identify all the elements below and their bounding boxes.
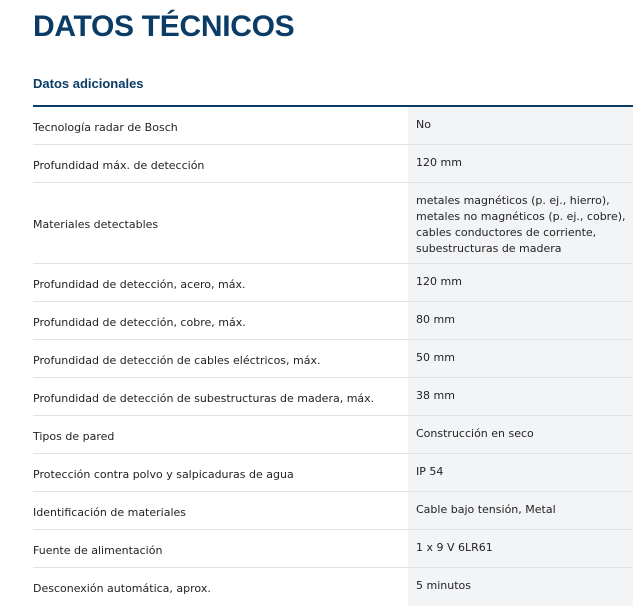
spec-row — [33, 340, 633, 378]
page-title: DATOS TÉCNICOS — [33, 10, 295, 43]
spec-value: Construcción en seco — [408, 416, 633, 453]
spec-value-line: subestructuras de madera — [416, 242, 562, 255]
spec-label: Protección contra polvo y salpicaduras de agua — [33, 467, 294, 481]
spec-value: No — [408, 107, 633, 144]
spec-value — [408, 183, 633, 263]
spec-value: 120 mm — [408, 145, 633, 182]
spec-row — [33, 107, 633, 145]
spec-table — [33, 107, 633, 606]
spec-label: Profundidad de detección, cobre, máx. — [33, 315, 246, 329]
spec-value: 50 mm — [408, 340, 633, 377]
spec-value-line: metales no magnéticos (p. ej., cobre), — [416, 210, 626, 223]
section-title: Datos adicionales — [33, 76, 144, 91]
spec-value: 120 mm — [408, 264, 633, 301]
spec-label: Materiales detectables — [33, 218, 159, 231]
spec-label: Tecnología radar de Bosch — [33, 120, 178, 134]
spec-value: 1 x 9 V 6LR61 — [408, 530, 633, 567]
spec-value: 80 mm — [408, 302, 633, 339]
spec-value-line: metales magnéticos (p. ej., hierro), — [416, 194, 610, 207]
spec-value-line: cables conductores de corriente, — [416, 226, 597, 239]
spec-label: Profundidad de detección de subestructuras de madera, máx. — [33, 391, 375, 405]
spec-row — [33, 454, 633, 492]
spec-row — [33, 568, 633, 606]
spec-value: 5 minutos — [408, 568, 633, 606]
spec-label: Profundidad máx. de detección — [33, 158, 205, 172]
spec-row — [33, 145, 633, 183]
spec-label: Fuente de alimentación — [33, 543, 163, 557]
spec-value: 38 mm — [408, 378, 633, 415]
spec-row — [33, 378, 633, 416]
spec-row — [33, 264, 633, 302]
spec-label: Profundidad de detección de cables eléctricos, máx. — [33, 353, 321, 367]
spec-value: IP 54 — [408, 454, 633, 491]
spec-row — [33, 492, 633, 530]
spec-label: Profundidad de detección, acero, máx. — [33, 277, 246, 291]
spec-label: Tipos de pared — [33, 429, 115, 443]
spec-row — [33, 183, 633, 264]
spec-label: Desconexión automática, aprox. — [33, 582, 211, 595]
spec-row — [33, 416, 633, 454]
spec-row — [33, 302, 633, 340]
spec-value: Cable bajo tensión, Metal — [408, 492, 633, 529]
spec-label: Identificación de materiales — [33, 505, 187, 519]
spec-row — [33, 530, 633, 568]
